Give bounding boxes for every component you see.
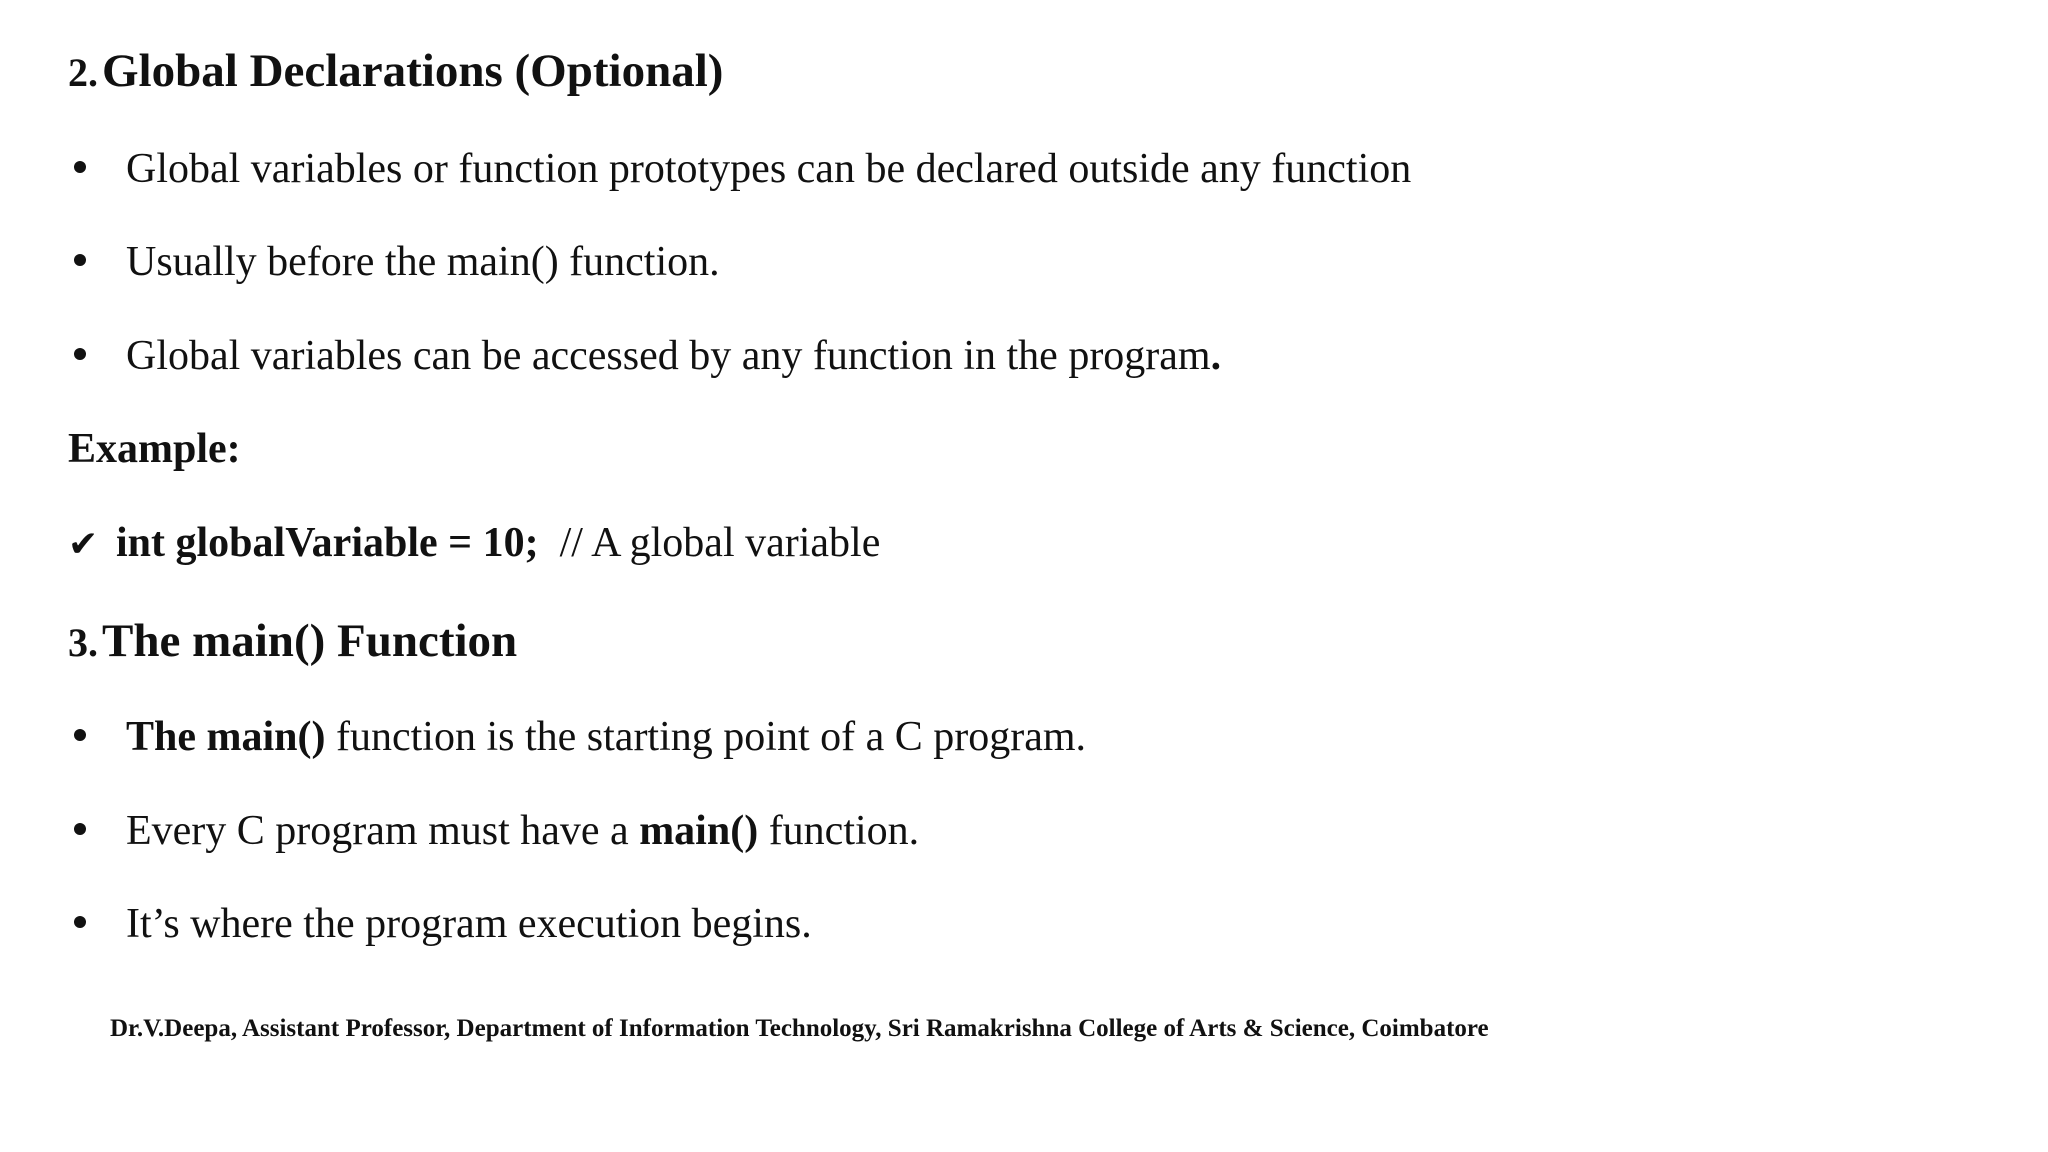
bullet-text: Every C program must have a — [126, 808, 640, 854]
section-2-heading — [68, 45, 724, 97]
footer-credit: Dr.V.Deepa, Assistant Professor, Department of Information Technology, Sri Ramakrishna College of Arts & Science, Coimbatore — [110, 1015, 1489, 1042]
example-label: Example: — [68, 426, 241, 472]
bullet-text: Global variables can be accessed by any function in the program — [126, 333, 1211, 379]
bullet-icon — [74, 348, 86, 360]
bullet-text-wrap — [126, 335, 1221, 377]
bullet-icon — [74, 916, 86, 928]
bullet-text-wrap — [126, 810, 919, 852]
example-code: int globalVariable = 10; — [116, 520, 539, 566]
bullet-bold-text: The main() — [126, 714, 326, 760]
section-3-heading — [68, 615, 518, 667]
bullet-text-end: function. — [758, 808, 920, 854]
section-2-title: Global Declarations (Optional) — [102, 45, 724, 97]
bullet-icon — [74, 823, 86, 835]
bullet-text: function is the starting point of a C program. — [325, 714, 1087, 760]
bullet-text: Usually before the main() function. — [126, 239, 720, 285]
example-comment: // A global variable — [559, 520, 881, 566]
bullet-text-wrap — [126, 716, 1086, 758]
example-code-line — [68, 522, 880, 564]
bullet-icon — [74, 254, 86, 266]
bullet-text: It’s where the program execution begins. — [126, 901, 812, 947]
bullet-icon — [74, 729, 86, 741]
section-2-number: 2. — [68, 50, 98, 95]
section-3-title: The main() Function — [102, 615, 518, 667]
section-3-number: 3. — [68, 620, 98, 665]
bullet-text-period: . — [1210, 333, 1222, 379]
bullet-icon — [74, 161, 86, 173]
bullet-text: Global variables or function prototypes can be declared outside any function — [126, 146, 1412, 192]
checkmark-icon: ✔ — [68, 524, 99, 565]
bullet-bold-text: main() — [639, 808, 759, 854]
